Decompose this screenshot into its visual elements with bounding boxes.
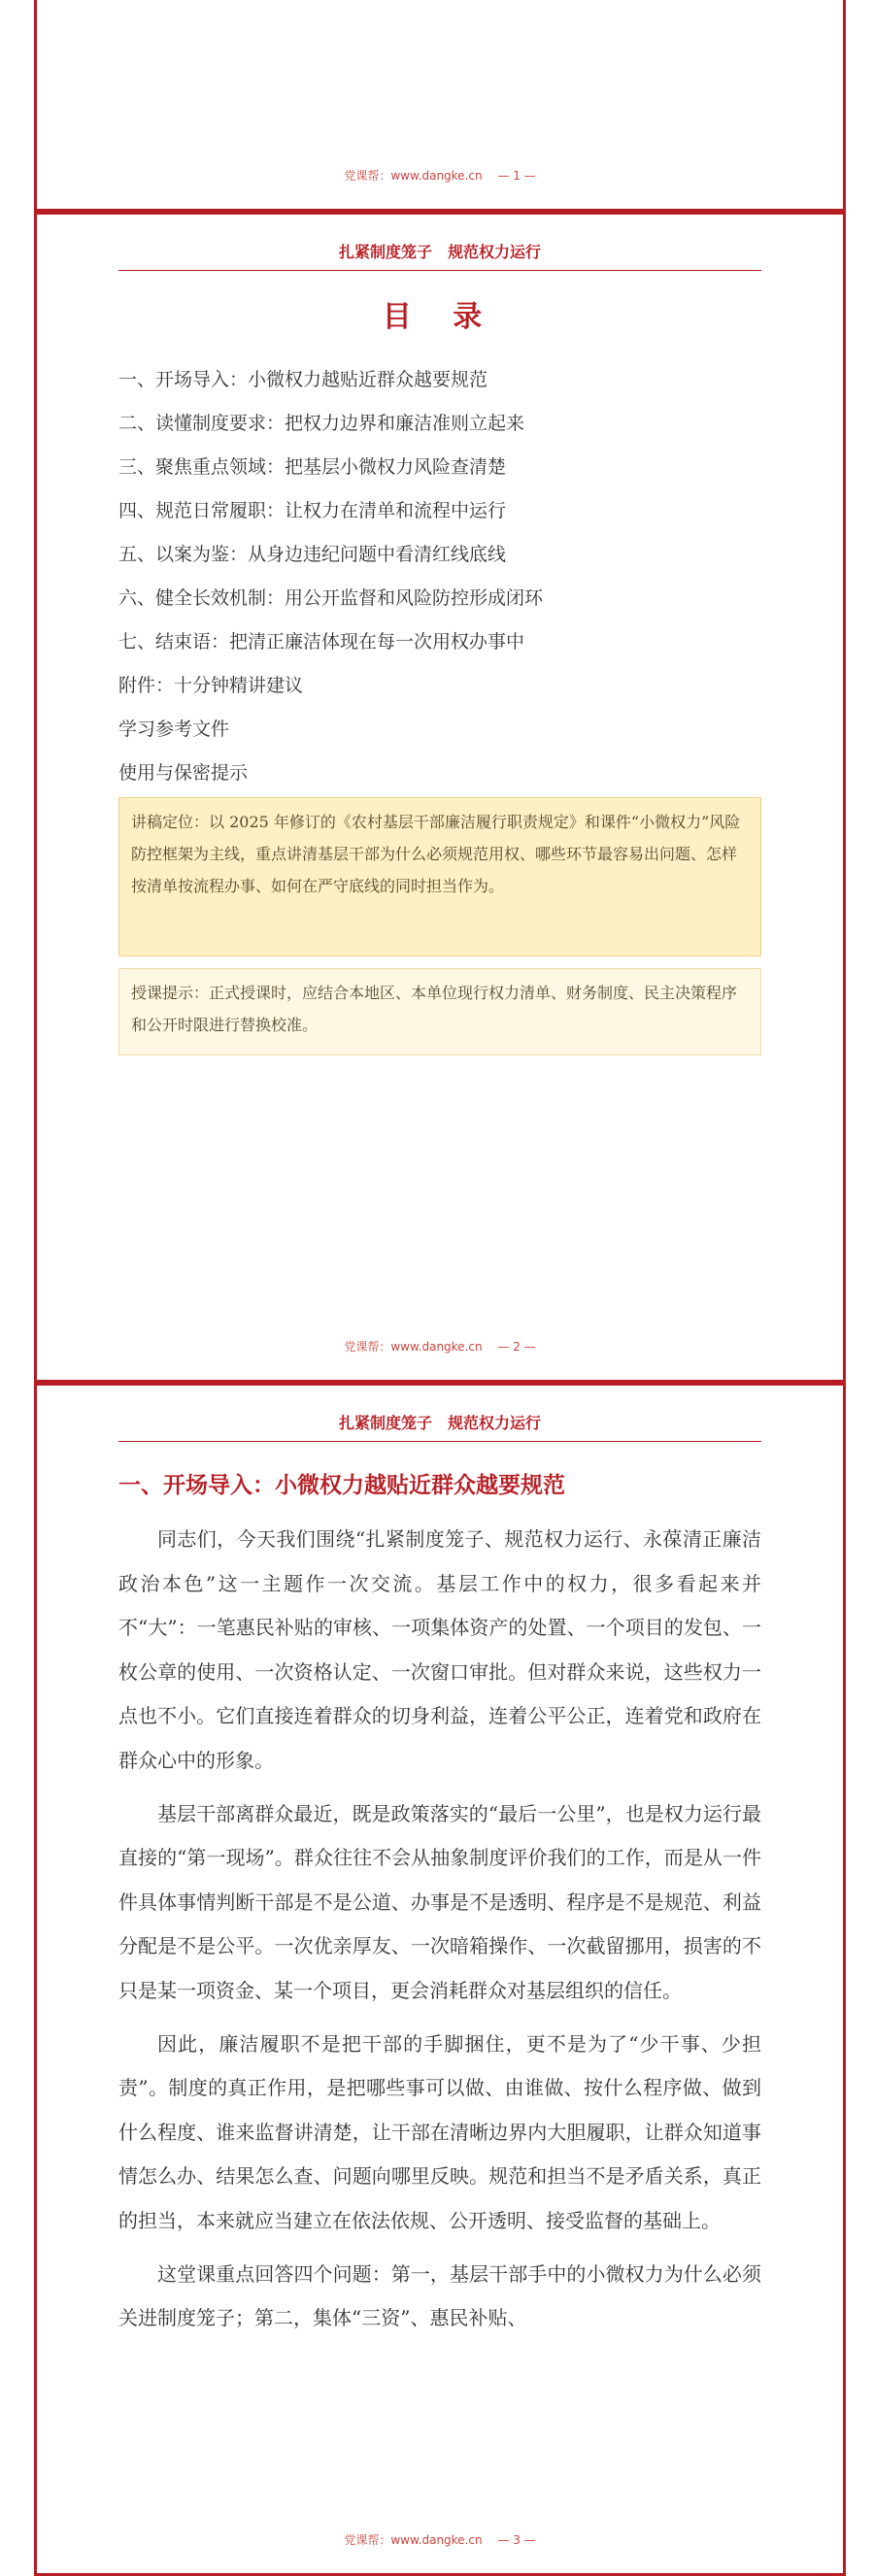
toc-item: 学习参考文件 [118, 719, 230, 740]
toc-item: 附件：十分钟精讲建议 [118, 675, 304, 696]
toc-item: 五、以案为鉴：从身边违纪问题中看清红线底线 [118, 544, 507, 565]
paragraph: 这堂课重点回答四个问题：第一，基层干部手中的小微权力为什么必须关进制度笼子；第二，集体“三资”、惠民补贴、 [118, 2261, 761, 2330]
section-title: 一、开场导入：小微权力越贴近群众越要规范 [118, 1473, 565, 1498]
positioning-note: 讲稿定位：以 2025 年修订的《农村基层干部廉洁履行职责规定》和课件“小微权力”风险防控框架为主线，重点讲清基层干部为什么必须规范用权、哪些环节最容易出问题、怎样按清单按流程办事、如何在严守底线的同时担当作为。 [118, 797, 761, 956]
teaching-tip-note: 授课提示：正式授课时，应结合本地区、本单位现行权力清单、财务制度、民主决策程序和公开时限进行替换校准。 [118, 968, 761, 1055]
page-1 [34, 0, 846, 212]
footer-site: 党课帮：www.dangke.cn [344, 169, 483, 183]
page-footer [37, 1338, 843, 1355]
paragraph: 基层干部离群众最近，既是政策落实的“最后一公里”，也是权力运行最直接的“第一现场”。群众往往不会从抽象制度评价我们的工作，而是从一件件具体事情判断干部是不是公道、办事是不是透明、程序是不是规范、利益分配是不是公平。一次优亲厚友、一次暗箱操作、一次截留挪用，损害的不只是某一项资金、某一个项目，更会消耗群众对基层组织的信任。 [118, 1801, 761, 2002]
paragraph: 因此，廉洁履职不是把干部的手脚捆住，更不是为了“少干事、少担责”。制度的真正作用，是把哪些事可以做、由谁做、按什么程序做、做到什么程度、谁来监督讲清楚，让干部在清晰边界内大胆履职，让群众知道事情怎么办、结果怎么查、问题向哪里反映。规范和担当不是矛盾关系，真正的担当，本来就应当建立在依法依规、公开透明、接受监督的基础上。 [118, 2031, 761, 2232]
running-header: 扎紧制度笼子 规范权力运行 [118, 1411, 761, 1442]
page-3 [34, 1383, 846, 2576]
toc-title: 目 录 [382, 300, 498, 334]
page-footer [37, 2531, 843, 2548]
toc-item: 七、结束语：把清正廉洁体现在每一次用权办事中 [118, 631, 525, 652]
toc-item: 二、读懂制度要求：把权力边界和廉洁准则立起来 [118, 413, 525, 434]
footer-page-number: — 3 — [497, 2533, 536, 2547]
toc-item: 六、健全长效机制：用公开监督和风险防控形成闭环 [118, 587, 544, 609]
table-of-contents [118, 358, 761, 795]
toc-item: 三、聚焦重点领域：把基层小微权力风险查清楚 [118, 456, 507, 478]
section-body [118, 1518, 761, 2350]
page-footer [37, 167, 843, 184]
footer-site: 党课帮：www.dangke.cn [344, 2533, 483, 2547]
page-2 [34, 212, 846, 1383]
toc-item: 一、开场导入：小微权力越贴近群众越要规范 [118, 369, 488, 390]
footer-page-number: — 2 — [497, 1340, 536, 1354]
footer-site: 党课帮：www.dangke.cn [344, 1340, 483, 1354]
paragraph: 同志们，今天我们围绕“扎紧制度笼子、规范权力运行、永葆清正廉洁政治本色”这一主题作一次交流。基层工作中的权力，很多看起来并不“大”：一笔惠民补贴的审核、一项集体资产的处置、一个项目的发包、一枚公章的使用、一次资格认定、一次窗口审批。但对群众来说，这些权力一点也不小。它们直接连着群众的切身利益，连着公平公正，连着党和政府在群众心中的形象。 [118, 1527, 761, 1772]
toc-item: 四、规范日常履职：让权力在清单和流程中运行 [118, 500, 507, 521]
running-header: 扎紧制度笼子 规范权力运行 [118, 240, 761, 271]
toc-item: 使用与保密提示 [118, 762, 249, 784]
footer-page-number: — 1 — [497, 169, 536, 183]
